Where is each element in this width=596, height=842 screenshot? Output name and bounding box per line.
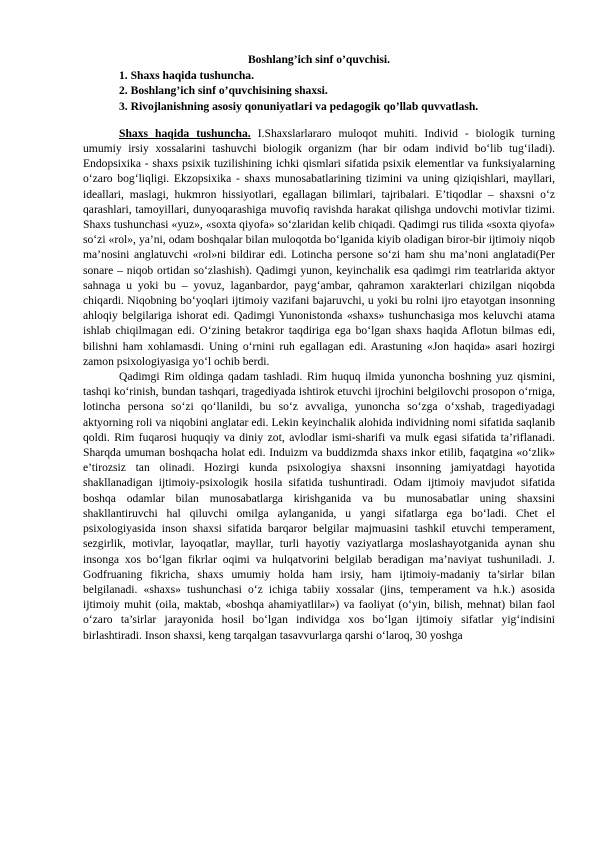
paragraph-shaxs-haqida (83, 126, 555, 369)
section-gap (83, 114, 555, 126)
plan-item-3: 3. Rivojlanishning asosiy qonuniyatlari va pedagogik qo’llab quvvatlash. (119, 99, 479, 113)
document-title: Boshlang’ich sinf o’quvchisi. (247, 53, 391, 66)
paragraph-qadimgi-rim: Qadimgi Rim oldinga qadam tashladi. Rim huquq ilmida yunoncha boshning yuz qismini, tashqi ko‘rinish, bundan tashqari, tragediyada ishtirok etuvchi ijrochini belgilovchi prosopon o‘rniga, lotincha persona so‘zi qo‘llanildi, bu so‘z avvaliga, yunoncha so‘zga o‘xshab, tragediyadagi aktyorning roli va niqobini anglatar edi. Lekin keyinchalik alohida individning nomi sifatida saqlanib qoldi. Rim fuqarosi huquqiy va diniy zot, avlodlar ismi-sharifi va mulk egasi sifatida ta’riflanadi. Sharqda umuman boshqacha holat edi. Induizm va buddizmda shaxs inkor etilib, faqatgina «o‘zlik» e’tirozsiz tan olinadi. Hozirgi kunda psixologiya shaxsni insonning jamiyatdagi hayotida shakllanadigan ijtimoiy-psixologik hosila sifatida tushuntiradi. Odam ijtimoiy mavjudot sifatida boshqa odamlar bilan munosabatlarga kirishganida va bu munosabatlar uning shaxsini shakllantiruvchi hal qiluvchi omilga aylanganida, u yangi sifatlarga ega bo‘ladi. Chet el psixologiyasida inson shaxsi sifatida barqaror belgilar majmuasini tashkil etuvchi temperament, sezgirlik, motivlar, layoqatlar, mayllar, turli hayotiy vaziyatlarga moslashayotganida aynan shu insonga xos bo‘lgan fikrlar oqimi va hulqatvorini belgilab beradigan ma’naviyat tushuniladi. J. Godfruaning fikricha, shaxs umumiy holda ham irsiy, ham ijtimoiy-madaniy ta’sirlar bilan belgilanadi. «shaxs» tushunchasi o‘z ichiga tabiiy xossalar (jins, temperament va h.k.) asosida ijtimoiy muhit (oila, maktab, «boshqa ahamiyatlilar») va faoliyat (o‘yin, bilish, mehnat) bilan faol o‘zaro ta’sirlar jarayonida hosil bo‘lgan individga xos bo‘lgan ijtimoiy sifatlar yig‘indisini birlashtiradi. Inson shaxsi, keng tarqalgan tasavvurlarga qarshi o‘laroq, 30 yoshga (83, 370, 555, 642)
section-heading-shaxs: Shaxs haqida tushuncha. (119, 126, 251, 140)
document-page (83, 52, 555, 643)
plan-item-1: 1. Shaxs haqida tushuncha. (119, 69, 255, 83)
lecture-plan (83, 68, 555, 114)
paragraph-1-text: I.Shaxslarlararo muloqot muhiti. Individ - biologik turning umumiy irsiy xossalarini tashuvchi biologik organizm (har bir odam individ bo‘lib tug‘iladi). Endopsixika - shaxs psixik tuzilishining ichki qismlari sifatida psixik elementlar va funksiyalarning o‘zaro bog‘liqligi. Ekzopsixika - shaxs munosabatlarining tizimini va uning qiziqishlari, mayllari, ideallari, maslagi, hukmron hissiyotlari, egallagan bilimlari, tajribalari. E’tiqodlar – shaxsni o‘z qarashlari, tamoyillari, dunyoqarashiga muvofiq ravishda harakat qilishga undovchi motivlar tizimi. Shaxs tushunchasi «yuz», «soxta qiyofa» so‘zlaridan kelib chiqadi. Qadimgi rus tilida «soxta qiyofa» so‘zi «rol», ya’ni, odam boshqalar bilan muloqotda bo‘lganida kiyib oladigan biror-bir ijtimoiy niqob ma’nosini anglatuvchi «rol»ni bildirar edi. Lotincha persone so‘zi ham shu ma’noni anglatadi(Per sonare – niqob ortidan so‘zlashish). Qadimgi yunon, keyinchalik esa qadimgi rim teatrlarida aktyor sahnaga u yoki bu – yovuz, laganbardor, payg‘ambar, qahramon xarakterlari chizilgan niqobda chiqardi. Niqobning bo‘yoqlari ijtimoiy vazifani bajaruvchi, u yoki bu rolni ijro etayotgan insonning ahloqiy belgilariga ishorat edi. Qadimgi Yunonistonda «shaxs» tushunchasiga mos keluvchi atama ishlab chiqilmagan edi. O‘zining betakror taqdiriga ega bo‘lgan shaxs haqida Aflotun bilmas edi, bilishni ham xohlamasdi. Uning o‘rnini ruh egallagan edi. Arastuning «Jon haqida» asari hozirgi zamon psixologiyasiga yo‘l ochib berdi. (83, 126, 555, 368)
plan-item-2: 2. Boshlang’ich sinf o’quvchisining shaxsi. (119, 84, 328, 98)
